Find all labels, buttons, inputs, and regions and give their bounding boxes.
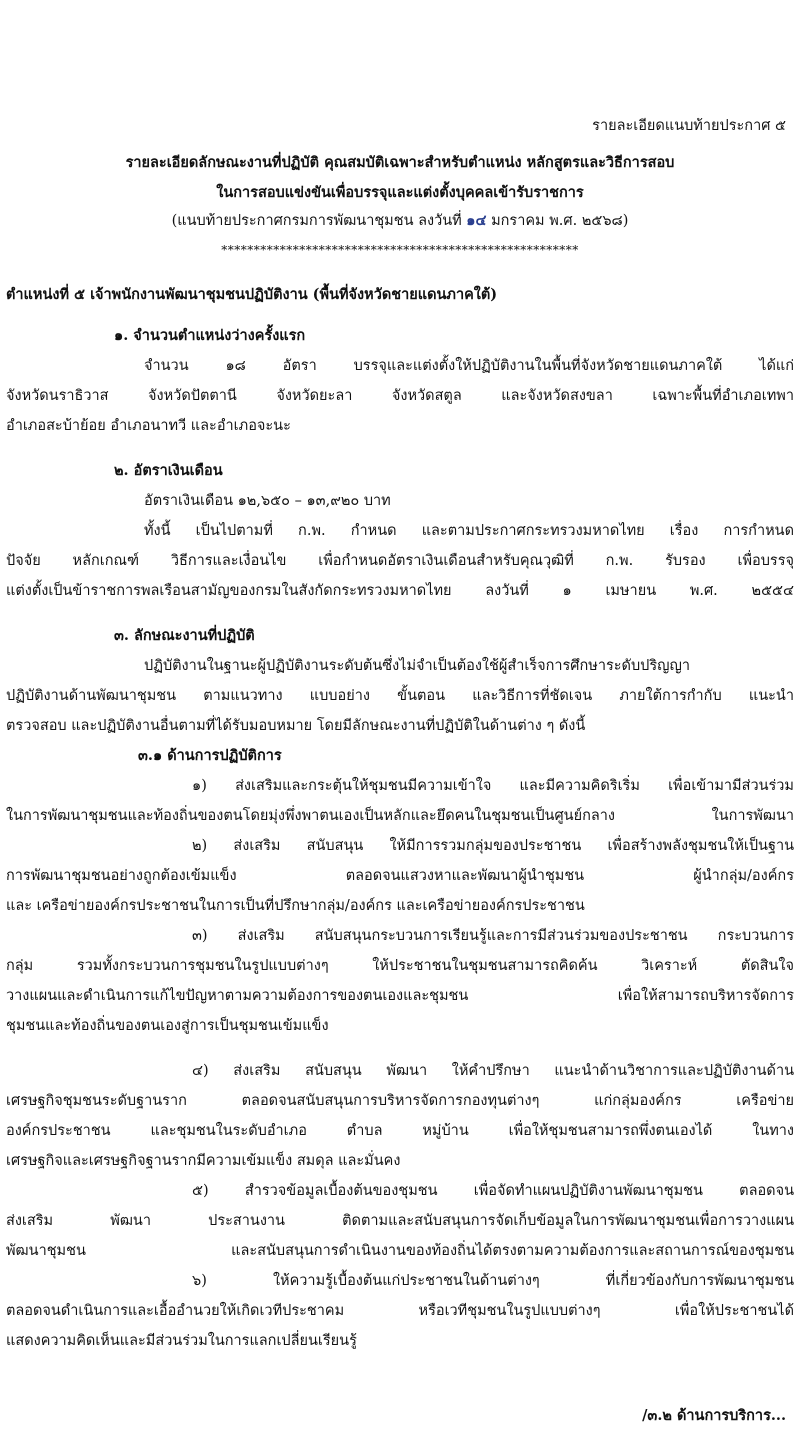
position-title: ตำแหน่งที่ ๕ เจ้าพนักงานพัฒนาชุมชนปฏิบัติงาน (พื้นที่จังหวัดชายแดนภาคใต้) xyxy=(6,286,498,303)
section-1-heading: ๑. จำนวนตำแหน่งว่างครั้งแรก xyxy=(114,327,306,344)
item-4-line: ๔) ส่งเสริม สนับสนุน พัฒนา ให้คำปรึกษา แนะนำด้านวิชาการและปฏิบัติงานด้าน xyxy=(192,1063,794,1079)
item-3-line: กลุ่ม รวมทั้งกระบวนการชุมชนในรูปแบบต่างๆ ให้ประชาชนในชุมชนสามารถคิดค้น วิเคราะห์ ตัดสินใจ xyxy=(6,958,794,974)
document-title-line-1: รายละเอียดลักษณะงานที่ปฏิบัติ คุณสมบัติเฉพาะสำหรับตำแหน่ง หลักสูตรและวิธีการสอบ xyxy=(125,154,675,171)
item-4-line: เศรษฐกิจและเศรษฐกิจฐานรากมีความเข้มแข็ง สมดุล และมั่นคง xyxy=(6,1153,401,1169)
item-4-line: เศรษฐกิจชุมชนระดับฐานราก ตลอดจนสนับสนุนการบริหารจัดการกองทุนต่างๆ แก่กลุ่มองค์กร เครือข่าย xyxy=(6,1093,794,1109)
item-2-line: ๒) ส่งเสริม สนับสนุน ให้มีการรวมกลุ่มของประชาชน เพื่อสร้างพลังชุมชนให้เป็นฐาน xyxy=(192,838,794,854)
subtitle-day: ๑๔ xyxy=(466,212,487,229)
section-1-line: จำนวน ๑๘ อัตรา บรรจุและแต่งตั้งให้ปฏิบัติงานในพื้นที่จังหวัดชายแดนภาคใต้ ได้แก่ xyxy=(144,358,794,374)
attachment-reference: รายละเอียดแนบท้ายประกาศ ๕ xyxy=(592,118,786,134)
item-5-line: ส่งเสริม พัฒนา ประสานงาน ติดตามและสนับสนุนการจัดเก็บข้อมูลในการพัฒนาชุมชนเพื่อการวางแผน xyxy=(6,1213,794,1229)
section-1-line: จังหวัดนราธิวาส จังหวัดปัตตานี จังหวัดยะลา จังหวัดสตูล และจังหวัดสงขลา เฉพาะพื้นที่อำเภอเทพา xyxy=(6,388,794,404)
section-2-line: ทั้งนี้ เป็นไปตามที่ ก.พ. กำหนด และตามประกาศกระทรวงมหาดไทย เรื่อง การกำหนด xyxy=(144,523,794,539)
item-3-line: วางแผนและดำเนินการแก้ไขปัญหาตามความต้องการของตนเองและชุมชน เพื่อให้สามารถบริหารจัดการ xyxy=(6,988,794,1004)
subtitle-suffix: มกราคม พ.ศ. ๒๕๖๘) xyxy=(486,213,629,229)
continuation-note: /๓.๒ ด้านการบริการ... xyxy=(642,1407,786,1424)
section-3-line: ตรวจสอบ และปฏิบัติงานอื่นตามที่ได้รับมอบหมาย โดยมีลักษณะงานที่ปฏิบัติในด้านต่าง ๆ ดังนี้ xyxy=(6,718,586,734)
section-3-line: ปฏิบัติงานด้านพัฒนาชุมชน ตามแนวทาง แบบอย่าง ขั้นตอน และวิธีการที่ชัดเจน ภายใต้การกำกับ แนะนำ xyxy=(6,688,794,704)
item-6-line: ๖) ให้ความรู้เบื้องต้นแก่ประชาชนในด้านต่างๆ ที่เกี่ยวข้องกับการพัฒนาชุมชน xyxy=(192,1273,794,1289)
document-title-line-2: ในการสอบแข่งขันเพื่อบรรจุและแต่งตั้งบุคคลเข้ารับราชการ xyxy=(216,184,584,201)
item-6-line: ตลอดจนดำเนินการและเอื้ออำนวยให้เกิดเวทีประชาคม หรือเวทีชุมชนในรูปแบบต่างๆ เพื่อให้ประชาชนได้ xyxy=(6,1303,794,1319)
item-1-line: ในการพัฒนาชุมชนและท้องถิ่นของตนโดยมุ่งพึ่งพาตนเองเป็นหลักและยึดคนในชุมชนเป็นศูนย์กลาง ในการพัฒนา xyxy=(6,808,794,824)
item-5-line: ๕) สำรวจข้อมูลเบื้องต้นของชุมชน เพื่อจัดทำแผนปฏิบัติงานพัฒนาชุมชน ตลอดจน xyxy=(192,1183,794,1199)
section-3-line: ปฏิบัติงานในฐานะผู้ปฏิบัติงานระดับต้นซึ่งไม่จำเป็นต้องใช้ผู้สำเร็จการศึกษาระดับปริญญา xyxy=(144,658,691,674)
item-4-line: องค์กรประชาชน และชุมชนในระดับอำเภอ ตำบล หมู่บ้าน เพื่อให้ชุมชนสามารถพึ่งตนเองได้ ในทาง xyxy=(6,1123,794,1139)
item-5-line: พัฒนาชุมชน และสนับสนุนการดำเนินงานของท้องถิ่นได้ตรงตามความต้องการและสถานการณ์ของชุมชน xyxy=(6,1243,794,1259)
document-subtitle xyxy=(0,211,800,231)
item-3-line: ๓) ส่งเสริม สนับสนุนกระบวนการเรียนรู้และการมีส่วนร่วมของประชาชน กระบวนการ xyxy=(192,928,794,944)
section-1-line: อำเภอสะบ้าย้อย อำเภอนาทวี และอำเภอจะนะ xyxy=(6,418,291,434)
section-2-line: แต่งตั้งเป็นข้าราชการพลเรือนสามัญของกรมในสังกัดกระทรวงมหาดไทย ลงวันที่ ๑ เมษายน พ.ศ. ๒๕๕๔ xyxy=(6,583,794,599)
section-2-line: ปัจจัย หลักเกณฑ์ วิธีการและเงื่อนไข เพื่อกำหนดอัตราเงินเดือนสำหรับคุณวุฒิที่ ก.พ. รับรอง เพื่อบรรจุ xyxy=(6,553,794,569)
separator-line: ******************************************************* xyxy=(221,243,579,257)
item-1-line: ๑) ส่งเสริมและกระตุ้นให้ชุมชนมีความเข้าใจ และมีความคิดริเริ่ม เพื่อเข้ามามีส่วนร่วม xyxy=(192,778,794,794)
section-3-heading: ๓. ลักษณะงานที่ปฏิบัติ xyxy=(114,627,255,644)
item-2-line: การพัฒนาชุมชนอย่างถูกต้องเข้มแข็ง ตลอดจนแสวงหาและพัฒนาผู้นำชุมชน ผู้นำกลุ่ม/องค์กร xyxy=(6,868,794,884)
item-6-line: แสดงความคิดเห็นและมีส่วนร่วมในการแลกเปลี่ยนเรียนรู้ xyxy=(6,1333,357,1349)
section-3-1-heading: ๓.๑ ด้านการปฏิบัติการ xyxy=(138,747,282,764)
item-3-line: ชุมชนและท้องถิ่นของตนเองสู่การเป็นชุมชนเข้มแข็ง xyxy=(6,1018,329,1034)
section-2-heading: ๒. อัตราเงินเดือน xyxy=(114,462,223,479)
subtitle-prefix: (แนบท้ายประกาศกรมการพัฒนาชุมชน ลงวันที่ xyxy=(171,213,467,229)
salary-range: อัตราเงินเดือน ๑๒,๖๕๐ – ๑๓,๙๒๐ บาท xyxy=(144,493,391,509)
item-2-line: และ เครือข่ายองค์กรประชาชนในการเป็นที่ปรึกษากลุ่ม/องค์กร และเครือข่ายองค์กรประชาชน xyxy=(6,898,585,914)
